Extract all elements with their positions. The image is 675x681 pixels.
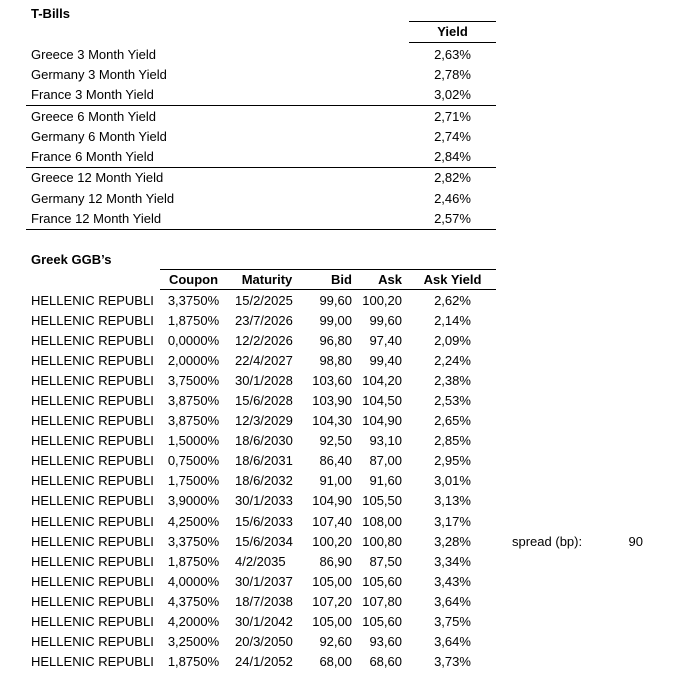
ggb-cell-ask: 104,20 bbox=[362, 372, 402, 388]
ggb-cell-maturity: 20/3/2050 bbox=[235, 634, 293, 650]
spread-value: 90 bbox=[628, 533, 643, 549]
tbill-yield-value: 2,57% bbox=[434, 211, 471, 227]
ggb-cell-ask: 87,50 bbox=[369, 553, 402, 569]
ggb-cell-ask-yield: 3,34% bbox=[434, 553, 471, 569]
ggb-cell-ask-yield: 2,14% bbox=[434, 312, 471, 328]
ggb-cell-maturity: 18/7/2038 bbox=[235, 593, 293, 609]
ggb-row bbox=[26, 612, 496, 632]
ggb-cell-ask: 68,60 bbox=[369, 654, 402, 670]
ggb-cell-coupon: 3,8750% bbox=[167, 393, 220, 409]
ggb-cell-maturity: 15/6/2033 bbox=[235, 513, 293, 529]
ggb-cell-ask: 100,80 bbox=[362, 533, 402, 549]
ggb-cell-maturity: 23/7/2026 bbox=[235, 312, 293, 328]
ggb-row bbox=[26, 431, 496, 451]
tbill-yield-value: 2,63% bbox=[434, 46, 471, 62]
tbill-yield-value: 2,78% bbox=[434, 66, 471, 82]
ggb-cell-bid: 104,90 bbox=[312, 493, 352, 509]
ggb-cell-coupon: 0,7500% bbox=[167, 453, 220, 469]
ggb-row bbox=[26, 632, 496, 652]
ggb-cell-ask: 104,50 bbox=[362, 393, 402, 409]
tbill-label: Germany 6 Month Yield bbox=[31, 128, 167, 144]
ggb-row bbox=[26, 551, 496, 571]
ggb-cell-coupon: 3,2500% bbox=[167, 634, 220, 650]
tbill-label: France 3 Month Yield bbox=[31, 87, 154, 103]
ggb-cell-ask: 105,50 bbox=[362, 493, 402, 509]
ggb-cell-maturity: 18/6/2031 bbox=[235, 453, 293, 469]
ggb-cell-ask: 91,60 bbox=[369, 473, 402, 489]
ggb-cell-ask: 107,80 bbox=[362, 593, 402, 609]
ggb-cell-ask-yield: 2,24% bbox=[434, 352, 471, 368]
tbills-section-title: T-Bills bbox=[31, 6, 71, 21]
ggb-cell-maturity: 12/3/2029 bbox=[235, 413, 293, 429]
tbills-row bbox=[26, 64, 496, 84]
ggb-cell-ask: 105,60 bbox=[362, 614, 402, 630]
ggb-cell-name: HELLENIC REPUBLI bbox=[31, 292, 154, 308]
ggb-header-row bbox=[160, 269, 496, 290]
tbill-label: Greece 3 Month Yield bbox=[31, 46, 157, 62]
ggb-row bbox=[26, 511, 496, 531]
ggb-cell-coupon: 1,8750% bbox=[167, 553, 220, 569]
ggb-cell-name: HELLENIC REPUBLI bbox=[31, 372, 154, 388]
ggb-cell-ask: 104,90 bbox=[362, 413, 402, 429]
ggb-row bbox=[26, 310, 496, 330]
ggb-cell-bid: 91,00 bbox=[319, 473, 352, 489]
ggb-cell-coupon: 3,3750% bbox=[167, 533, 220, 549]
ggb-cell-ask-yield: 3,73% bbox=[434, 654, 471, 670]
ggb-cell-ask: 93,10 bbox=[369, 433, 402, 449]
ggb-cell-bid: 107,20 bbox=[312, 593, 352, 609]
tbill-yield-value: 2,84% bbox=[434, 149, 471, 165]
tbills-group bbox=[26, 44, 496, 106]
ggb-cell-name: HELLENIC REPUBLI bbox=[31, 352, 154, 368]
ggb-cell-maturity: 4/2/2035 bbox=[235, 553, 286, 569]
tbills-row bbox=[26, 44, 496, 64]
ggb-cell-maturity: 22/4/2027 bbox=[235, 352, 293, 368]
ggb-cell-bid: 86,40 bbox=[319, 453, 352, 469]
tbill-label: Germany 12 Month Yield bbox=[31, 190, 175, 206]
ggb-cell-bid: 107,40 bbox=[312, 513, 352, 529]
ggb-cell-bid: 104,30 bbox=[312, 413, 352, 429]
ggb-cell-maturity: 24/1/2052 bbox=[235, 654, 293, 670]
ggb-cell-maturity: 18/6/2032 bbox=[235, 473, 293, 489]
ggb-cell-ask: 100,20 bbox=[362, 292, 402, 308]
ggb-cell-coupon: 0,0000% bbox=[167, 332, 220, 348]
ggb-cell-ask: 99,60 bbox=[369, 312, 402, 328]
ggb-cell-maturity: 30/1/2037 bbox=[235, 573, 293, 589]
tbill-yield-value: 2,74% bbox=[434, 128, 471, 144]
tbill-label: France 12 Month Yield bbox=[31, 211, 162, 227]
tbills-row bbox=[26, 106, 496, 126]
ggb-column-header: Ask Yield bbox=[423, 272, 482, 287]
tbills-yield-column-header: Yield bbox=[409, 21, 496, 43]
ggb-row bbox=[26, 652, 496, 672]
ggb-cell-ask-yield: 2,65% bbox=[434, 413, 471, 429]
ggb-cell-ask-yield: 3,28% bbox=[434, 533, 471, 549]
ggb-cell-ask-yield: 2,09% bbox=[434, 332, 471, 348]
ggb-cell-ask-yield: 3,75% bbox=[434, 614, 471, 630]
ggb-cell-maturity: 15/6/2034 bbox=[235, 533, 293, 549]
ggb-cell-coupon: 3,3750% bbox=[167, 292, 220, 308]
tbill-yield-value: 2,82% bbox=[434, 170, 471, 186]
ggb-cell-ask-yield: 2,53% bbox=[434, 393, 471, 409]
tbill-yield-value: 3,02% bbox=[434, 87, 471, 103]
tbills-row bbox=[26, 146, 496, 166]
ggb-row bbox=[26, 491, 496, 511]
tbills-row bbox=[26, 126, 496, 146]
ggb-cell-bid: 92,50 bbox=[319, 433, 352, 449]
ggb-cell-name: HELLENIC REPUBLI bbox=[31, 413, 154, 429]
ggb-column-header: Bid bbox=[331, 272, 352, 287]
ggb-cell-ask-yield: 3,43% bbox=[434, 573, 471, 589]
ggb-cell-bid: 103,90 bbox=[312, 393, 352, 409]
ggb-cell-name: HELLENIC REPUBLI bbox=[31, 453, 154, 469]
ggb-row bbox=[26, 531, 496, 551]
tbills-row bbox=[26, 188, 496, 208]
ggb-row bbox=[26, 411, 496, 431]
tbill-label: Greece 12 Month Yield bbox=[31, 170, 164, 186]
ggb-cell-maturity: 15/6/2028 bbox=[235, 393, 293, 409]
ggb-cell-coupon: 1,8750% bbox=[167, 312, 220, 328]
ggb-row bbox=[26, 290, 496, 310]
ggb-column-header: Maturity bbox=[241, 272, 293, 287]
ggb-cell-name: HELLENIC REPUBLI bbox=[31, 593, 154, 609]
spread-label: spread (bp): bbox=[512, 533, 583, 549]
ggb-cell-name: HELLENIC REPUBLI bbox=[31, 513, 154, 529]
ggb-cell-maturity: 12/2/2026 bbox=[235, 332, 293, 348]
tbill-label: France 6 Month Yield bbox=[31, 149, 154, 165]
ggb-cell-ask-yield: 2,85% bbox=[434, 433, 471, 449]
ggb-row bbox=[26, 390, 496, 410]
ggb-cell-coupon: 4,3750% bbox=[167, 593, 220, 609]
ggb-cell-bid: 99,00 bbox=[319, 312, 352, 328]
spread-annotation bbox=[512, 531, 643, 551]
ggb-cell-name: HELLENIC REPUBLI bbox=[31, 312, 154, 328]
ggb-cell-name: HELLENIC REPUBLI bbox=[31, 573, 154, 589]
ggb-section-title: Greek GGB’s bbox=[31, 252, 112, 267]
ggb-cell-bid: 92,60 bbox=[319, 634, 352, 650]
ggb-cell-name: HELLENIC REPUBLI bbox=[31, 433, 154, 449]
ggb-cell-maturity: 18/6/2030 bbox=[235, 433, 293, 449]
ggb-cell-ask: 99,40 bbox=[369, 352, 402, 368]
ggb-cell-name: HELLENIC REPUBLI bbox=[31, 473, 154, 489]
ggb-cell-bid: 99,60 bbox=[319, 292, 352, 308]
ggb-cell-maturity: 30/1/2028 bbox=[235, 372, 293, 388]
ggb-cell-coupon: 1,8750% bbox=[167, 654, 220, 670]
tbills-row bbox=[26, 85, 496, 105]
ggb-cell-ask-yield: 3,17% bbox=[434, 513, 471, 529]
tbills-group bbox=[26, 168, 496, 230]
tbills-table bbox=[26, 44, 496, 230]
ggb-cell-name: HELLENIC REPUBLI bbox=[31, 533, 154, 549]
tbill-yield-value: 2,46% bbox=[434, 190, 471, 206]
ggb-cell-ask-yield: 3,13% bbox=[434, 493, 471, 509]
ggb-cell-name: HELLENIC REPUBLI bbox=[31, 553, 154, 569]
ggb-cell-maturity: 30/1/2033 bbox=[235, 493, 293, 509]
ggb-cell-coupon: 1,7500% bbox=[167, 473, 220, 489]
ggb-cell-ask: 105,60 bbox=[362, 573, 402, 589]
ggb-cell-coupon: 3,8750% bbox=[167, 413, 220, 429]
ggb-row bbox=[26, 330, 496, 350]
ggb-cell-ask-yield: 3,01% bbox=[434, 473, 471, 489]
ggb-cell-bid: 86,90 bbox=[319, 553, 352, 569]
ggb-column-header: Coupon bbox=[168, 272, 219, 287]
ggb-cell-name: HELLENIC REPUBLI bbox=[31, 654, 154, 670]
ggb-cell-ask: 93,60 bbox=[369, 634, 402, 650]
ggb-cell-coupon: 1,5000% bbox=[167, 433, 220, 449]
ggb-cell-bid: 100,20 bbox=[312, 533, 352, 549]
ggb-cell-bid: 105,00 bbox=[312, 573, 352, 589]
ggb-cell-ask-yield: 3,64% bbox=[434, 593, 471, 609]
ggb-table bbox=[26, 290, 496, 672]
ggb-cell-name: HELLENIC REPUBLI bbox=[31, 493, 154, 509]
ggb-cell-bid: 68,00 bbox=[319, 654, 352, 670]
ggb-cell-maturity: 15/2/2025 bbox=[235, 292, 293, 308]
ggb-row bbox=[26, 571, 496, 591]
ggb-cell-ask: 87,00 bbox=[369, 453, 402, 469]
ggb-cell-maturity: 30/1/2042 bbox=[235, 614, 293, 630]
ggb-cell-name: HELLENIC REPUBLI bbox=[31, 393, 154, 409]
ggb-row bbox=[26, 471, 496, 491]
ggb-cell-ask-yield: 3,64% bbox=[434, 634, 471, 650]
tbill-label: Greece 6 Month Yield bbox=[31, 108, 157, 124]
ggb-row bbox=[26, 591, 496, 611]
ggb-cell-coupon: 4,2500% bbox=[167, 513, 220, 529]
ggb-cell-bid: 105,00 bbox=[312, 614, 352, 630]
tbill-yield-value: 2,71% bbox=[434, 108, 471, 124]
ggb-cell-ask: 108,00 bbox=[362, 513, 402, 529]
tbill-label: Germany 3 Month Yield bbox=[31, 66, 167, 82]
ggb-cell-bid: 98,80 bbox=[319, 352, 352, 368]
ggb-row bbox=[26, 451, 496, 471]
tbills-row bbox=[26, 208, 496, 228]
ggb-cell-bid: 103,60 bbox=[312, 372, 352, 388]
ggb-cell-coupon: 3,7500% bbox=[167, 372, 220, 388]
ggb-row bbox=[26, 370, 496, 390]
ggb-cell-name: HELLENIC REPUBLI bbox=[31, 332, 154, 348]
ggb-cell-coupon: 4,0000% bbox=[167, 573, 220, 589]
ggb-column-header: Ask bbox=[378, 272, 402, 287]
ggb-cell-ask-yield: 2,62% bbox=[434, 292, 471, 308]
tbills-row bbox=[26, 168, 496, 188]
ggb-cell-coupon: 3,9000% bbox=[167, 493, 220, 509]
ggb-cell-bid: 96,80 bbox=[319, 332, 352, 348]
ggb-row bbox=[26, 350, 496, 370]
ggb-cell-ask-yield: 2,38% bbox=[434, 372, 471, 388]
ggb-cell-name: HELLENIC REPUBLI bbox=[31, 634, 154, 650]
ggb-cell-ask: 97,40 bbox=[369, 332, 402, 348]
ggb-cell-coupon: 2,0000% bbox=[167, 352, 220, 368]
tbills-group bbox=[26, 106, 496, 168]
ggb-cell-ask-yield: 2,95% bbox=[434, 453, 471, 469]
ggb-cell-name: HELLENIC REPUBLI bbox=[31, 614, 154, 630]
ggb-cell-coupon: 4,2000% bbox=[167, 614, 220, 630]
